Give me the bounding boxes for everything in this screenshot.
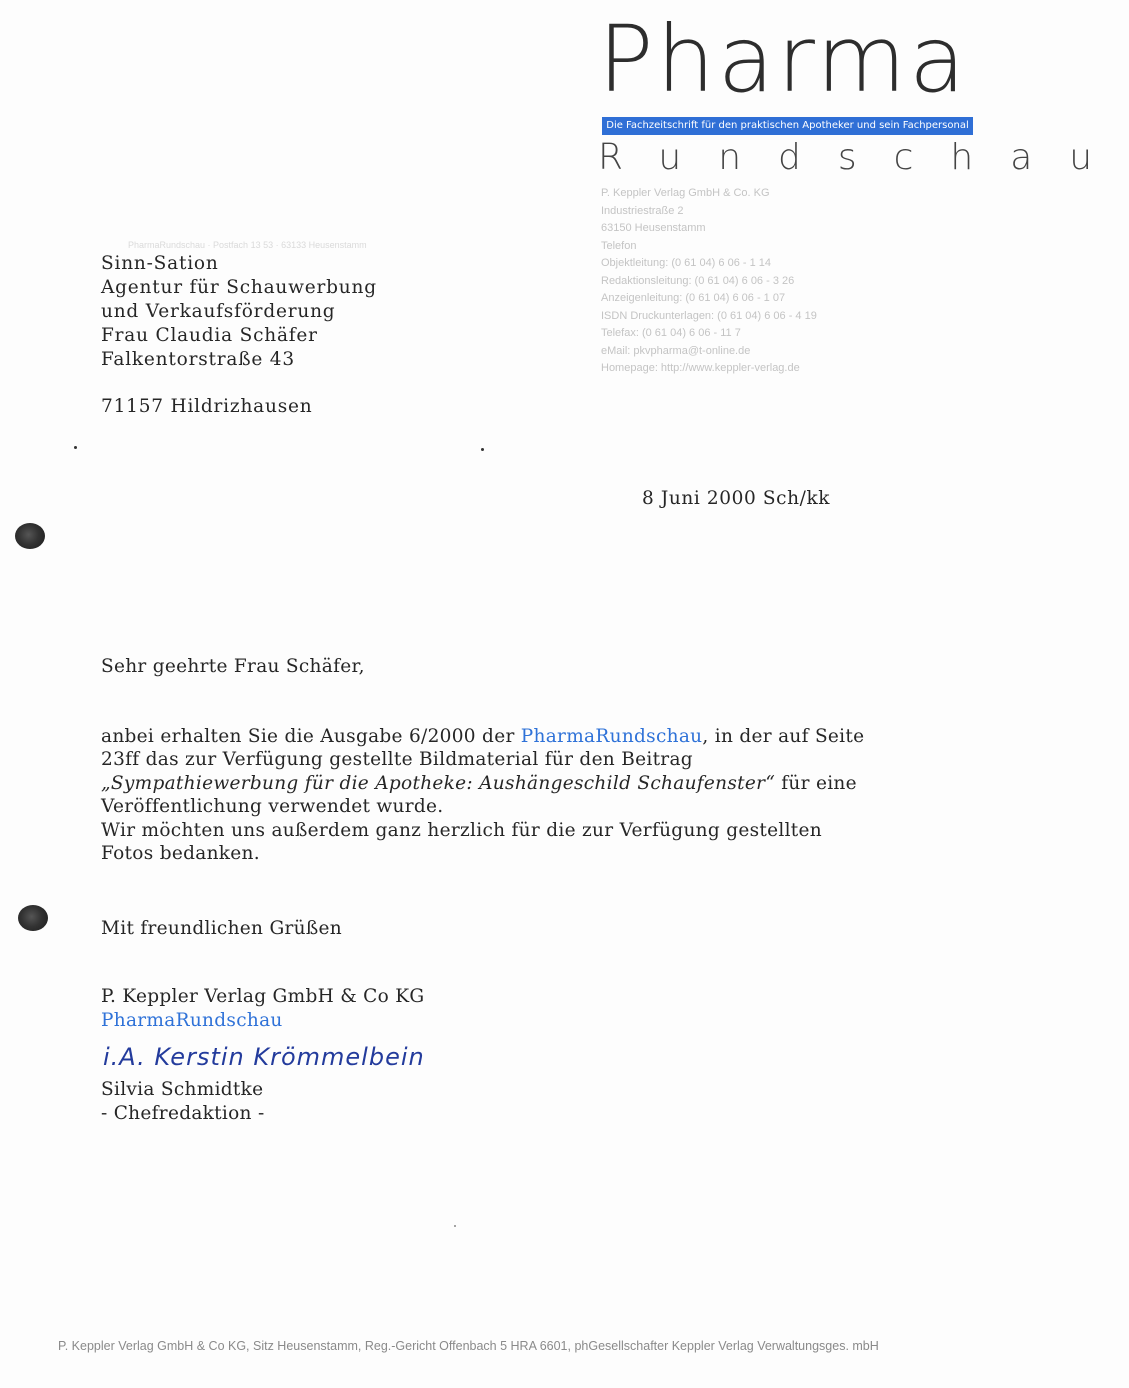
footer-legal: P. Keppler Verlag GmbH & Co KG, Sitz Heusenstamm, Reg.-Gericht Offenbach 5 HRA 6601, phGesellschafter Keppler Verlag Verwaltungsges. mbH	[58, 1339, 879, 1353]
body-text: , in der auf Seite	[702, 726, 865, 747]
info-line: Industriestraße 2	[601, 204, 684, 217]
fold-mark	[454, 1225, 456, 1227]
article-title: „Sympathiewerbung für die Apotheke: Aushängeschild Schaufenster“	[101, 772, 776, 794]
info-line: Redaktionsleitung: (0 61 04) 6 06 - 3 26	[601, 274, 795, 287]
address-line: und Verkaufsförderung	[101, 301, 336, 322]
body-line: Veröffentlichung verwendet wurde.	[101, 796, 444, 818]
address-line: Sinn-Sation	[101, 253, 219, 274]
company-name: P. Keppler Verlag GmbH & Co KG	[101, 986, 425, 1007]
body-line: Fotos bedanken.	[101, 843, 260, 865]
punch-hole	[18, 905, 48, 931]
logo-subtitle: Rundschau	[598, 137, 1129, 178]
fold-mark	[481, 448, 484, 451]
info-line: P. Keppler Verlag GmbH & Co. KG	[601, 187, 770, 199]
address-line: Frau Claudia Schäfer	[101, 325, 318, 346]
date-reference: 8 Juni 2000 Sch/kk	[642, 488, 831, 509]
brand-name: PharmaRundschau	[520, 726, 703, 747]
logo-title: Pharma	[598, 6, 969, 113]
body-line	[101, 725, 864, 748]
info-line: Telefon	[601, 239, 637, 252]
info-line: 63150 Heusenstamm	[601, 222, 706, 234]
salutation: Sehr geehrte Frau Schäfer,	[101, 656, 365, 677]
fold-mark	[74, 446, 77, 449]
signer-name: Silvia Schmidtke	[101, 1079, 264, 1100]
address-line: Falkentorstraße 43	[101, 349, 295, 370]
sender-line: PharmaRundschau · Postfach 13 53 · 63133 Heusenstamm	[128, 240, 367, 250]
body-line	[101, 772, 864, 795]
body-paragraph	[101, 725, 864, 865]
punch-hole	[15, 523, 45, 549]
info-line: Objektleitung: (0 61 04) 6 06 - 1 14	[601, 257, 771, 269]
address-line: Agentur für Schauwerbung	[101, 277, 377, 298]
recipient-address	[101, 252, 377, 372]
info-line: Homepage: http://www.keppler-verlag.de	[601, 362, 800, 374]
body-line: 23ff das zur Verfügung gestellte Bildmaterial für den Beitrag	[101, 749, 693, 771]
signer-role: - Chefredaktion -	[101, 1103, 265, 1124]
info-line: Telefax: (0 61 04) 6 06 - 11 7	[601, 327, 741, 339]
body-text: für eine	[775, 772, 857, 794]
closing: Mit freundlichen Grüßen	[101, 918, 342, 939]
body-text: anbei erhalten Sie die Ausgabe 6/2000 der	[101, 726, 521, 747]
body-line: Wir möchten uns außerdem ganz herzlich für die zur Verfügung gestellten	[101, 819, 823, 841]
recipient-city: 71157 Hildrizhausen	[101, 396, 313, 417]
info-line: eMail: pkvpharma@t-online.de	[601, 344, 751, 357]
handwritten-signature: i.A. Kerstin Krömmelbein	[103, 1043, 425, 1071]
brand-name: PharmaRundschau	[101, 1010, 283, 1031]
info-line: ISDN Druckunterlagen: (0 61 04) 6 06 - 4 19	[601, 309, 817, 322]
logo-tagline: Die Fachzeitschrift für den praktischen Apotheker und sein Fachpersonal	[602, 117, 973, 135]
publisher-info	[601, 185, 817, 378]
info-line: Anzeigenleitung: (0 61 04) 6 06 - 1 07	[601, 292, 786, 304]
